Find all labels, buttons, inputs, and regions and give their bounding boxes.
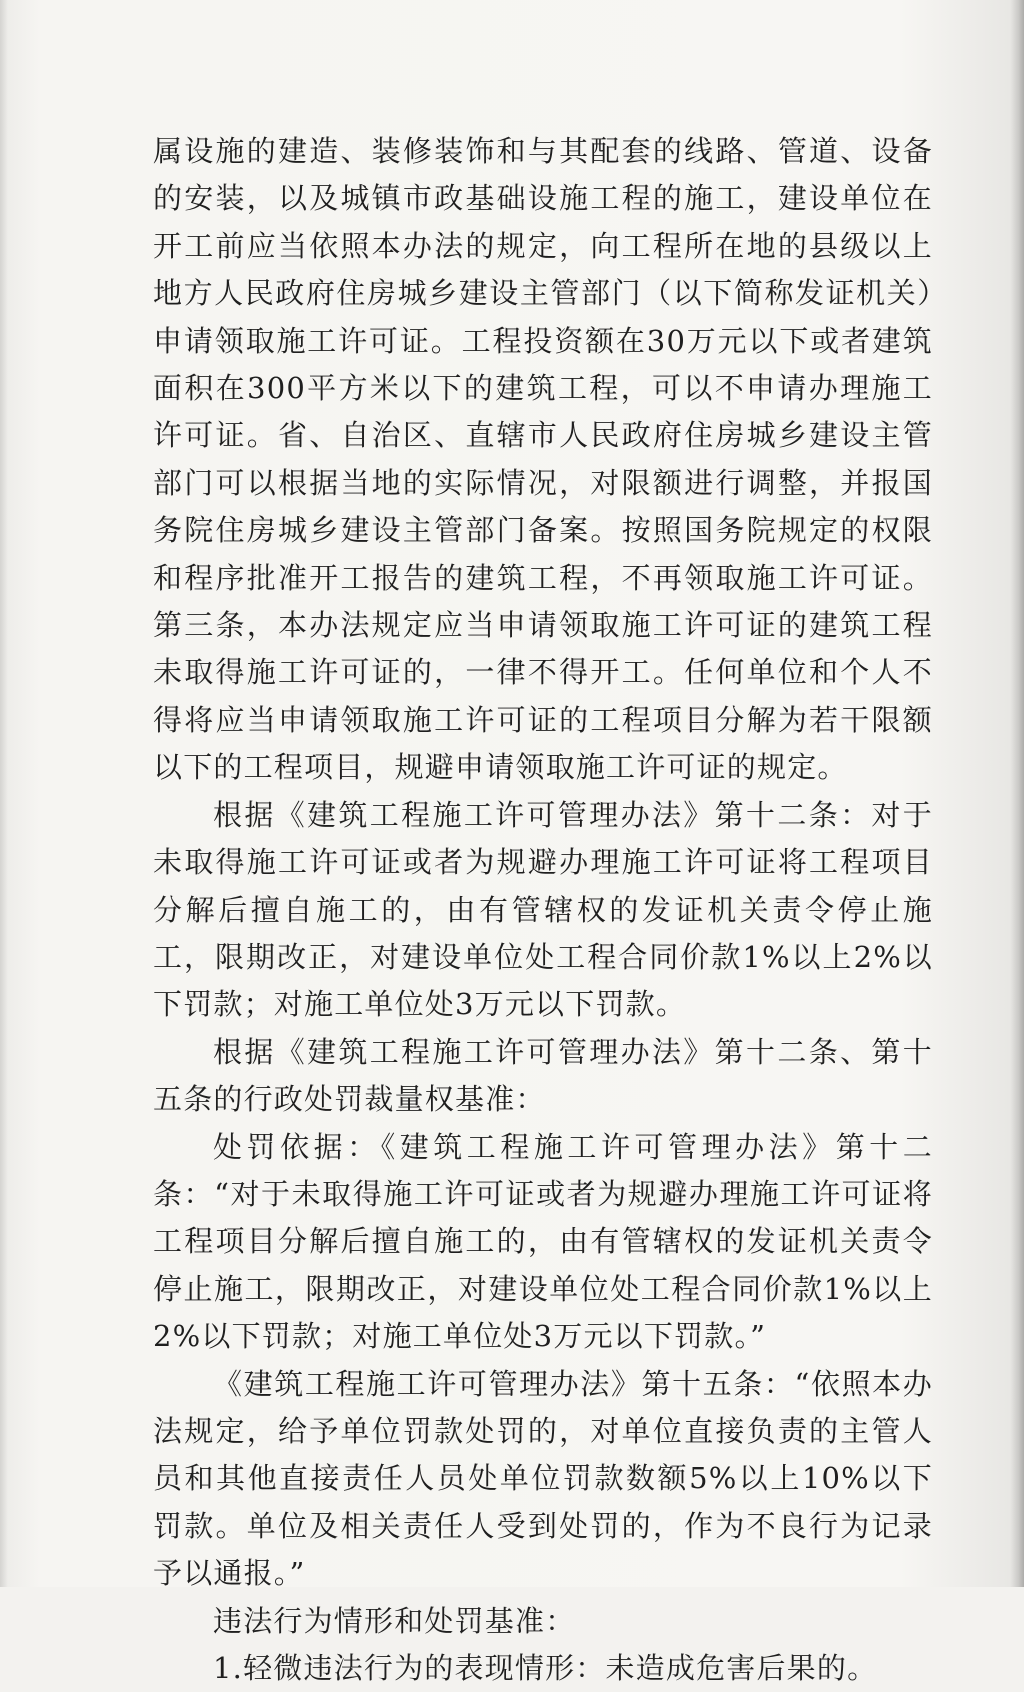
- paragraph-4: 处罚依据：《建筑工程施工许可管理办法》第十二条：“对于未取得施工许可证或者为规避办理施工许可证将工程项目分解后擅自施工的，由有管辖权的发证机关责令停止施工，限期改正，对建设单位处工程合同价款1%以上2%以下罚款；对施工单位处3万元以下罚款。”: [153, 1129, 933, 1354]
- page-left-shadow: [0, 0, 8, 1587]
- paragraph-1: 属设施的建造、装修装饰和与其配套的线路、管道、设备的安装，以及城镇市政基础设施工程的施工，建设单位在开工前应当依照本办法的规定，向工程所在地的县级以上地方人民政府住房城乡建设主管部门（以下简称发证机关）申请领取施工许可证。工程投资额在30万元以下或者建筑面积在300平方米以下的建筑工程，可以不申请办理施工许可证。省、自治区、直辖市人民政府住房城乡建设主管部门可以根据当地的实际情况，对限额进行调整，并报国务院住房城乡建设主管部门备案。按照国务院规定的权限和程序批准开工报告的建筑工程，不再领取施工许可证。第三条，本办法规定应当申请领取施工许可证的建筑工程未取得施工许可证的，一律不得开工。任何单位和个人不得将应当申请领取施工许可证的工程项目分解为若干限额以下的工程项目，规避申请领取施工许可证的规定。: [153, 134, 933, 785]
- paragraph-5: 《建筑工程施工许可管理办法》第十五条：“依照本办法规定，给予单位罚款处罚的，对单位直接负责的主管人员和其他直接责任人员处单位罚款数额5%以上10%以下罚款。单位及相关责任人受到处罚的，作为不良行为记录予以通报。”: [153, 1366, 933, 1591]
- paragraph-6: 违法行为情形和处罚基准：: [213, 1603, 576, 1638]
- document-body: [153, 128, 933, 1692]
- paragraph-3: 根据《建筑工程施工许可管理办法》第十二条、第十五条的行政处罚裁量权基准：: [153, 1034, 933, 1117]
- paragraph-2: 根据《建筑工程施工许可管理办法》第十二条：对于未取得施工许可证或者为规避办理施工许可证将工程项目分解后擅自施工的，由有管辖权的发证机关责令停止施工，限期改正，对建设单位处工程合同价款1%以上2%以下罚款；对施工单位处3万元以下罚款。: [153, 797, 933, 1022]
- paragraph-7: 1.轻微违法行为的表现情形：未造成危害后果的。: [213, 1651, 878, 1685]
- page-right-shadow: [1010, 0, 1024, 1587]
